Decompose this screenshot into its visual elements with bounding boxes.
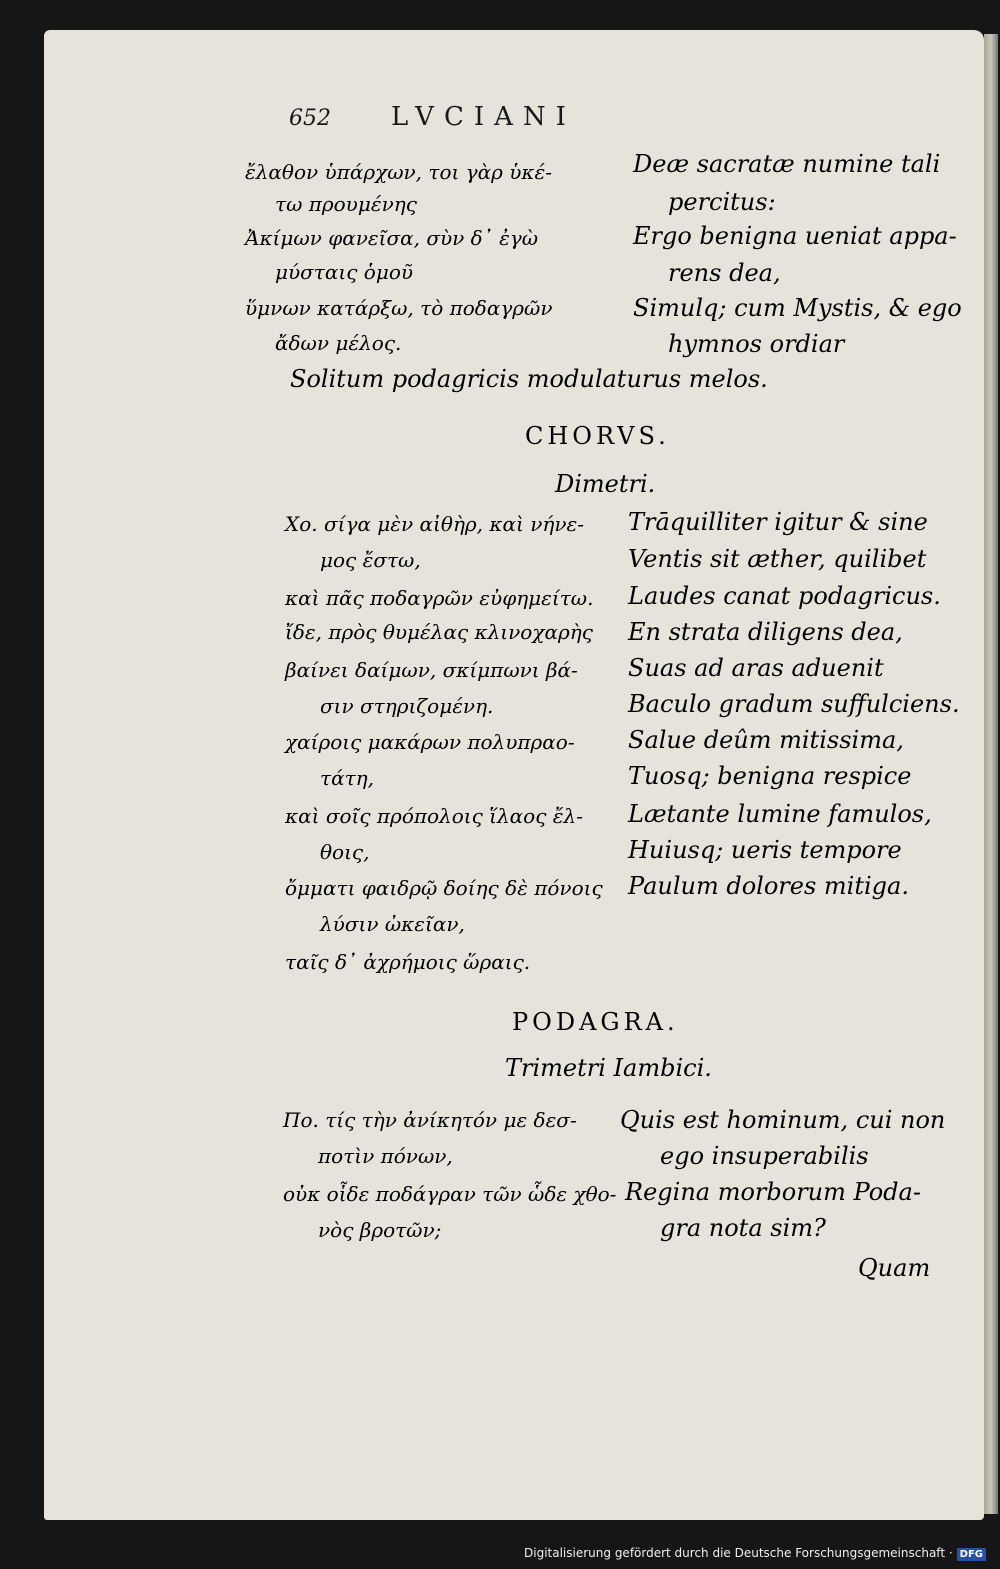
greek-line: ποτὶν πόνων, xyxy=(318,1144,453,1168)
latin-line: ego insuperabilis xyxy=(660,1142,869,1170)
greek-line: οὐκ οἶδε ποδάγραν τῶν ὧδε χθο- xyxy=(283,1182,617,1206)
greek-line: ἔλαθον ὑπάρχων, τοι γὰρ ὑκέ- xyxy=(245,160,553,184)
greek-line: χαίροις μακάρων πολυπραο- xyxy=(285,730,575,754)
greek-line: Πο. τίς τὴν ἀνίκητόν με δεσ- xyxy=(283,1108,577,1132)
latin-line: hymnos ordiar xyxy=(668,330,845,358)
latin-line: Salue deûm mitissima, xyxy=(628,726,904,754)
latin-line: Trāquilliter igitur & sine xyxy=(628,508,928,536)
page-edge xyxy=(984,34,998,1514)
latin-line: Laudes canat podagricus. xyxy=(628,582,941,610)
latin-line: En strata diligens dea, xyxy=(628,618,903,646)
credit-text: Digitalisierung gefördert durch die Deutsche Forschungsgemeinschaft · xyxy=(524,1546,953,1560)
greek-line: καὶ σοῖς πρόπολοις ἵλαος ἔλ- xyxy=(285,804,583,828)
digitization-credit xyxy=(524,1546,986,1561)
latin-line: Ergo benigna ueniat appa- xyxy=(633,222,957,250)
latin-line: Paulum dolores mitiga. xyxy=(628,872,909,900)
latin-line: gra nota sim? xyxy=(660,1214,826,1242)
greek-line: τω προυμένης xyxy=(275,192,417,216)
latin-line: rens dea, xyxy=(668,259,781,287)
greek-line: θοις, xyxy=(320,840,370,864)
greek-line: μύσταις ὁμοῦ xyxy=(275,260,414,284)
section-title-chorus: CHORVS. xyxy=(525,422,670,450)
greek-line: ταῖς δ᾽ ἀχρήμοις ὥραις. xyxy=(285,950,531,974)
latin-line: Baculo gradum suffulciens. xyxy=(628,690,960,718)
page-header xyxy=(289,102,576,132)
greek-line: βαίνει δαίμων, σκίμπωνι βά- xyxy=(285,658,578,682)
running-title: LVCIANI xyxy=(391,102,576,132)
greek-line: ἄδων μέλος. xyxy=(275,331,402,355)
latin-line: Regina morborum Poda- xyxy=(625,1178,921,1206)
meter-label: Dimetri. xyxy=(555,470,656,498)
latin-line: Deæ sacratæ numine tali xyxy=(633,150,941,178)
section-title-podagra: PODAGRA. xyxy=(512,1008,679,1036)
latin-line: Quis est hominum, cui non xyxy=(620,1106,946,1134)
greek-line: Ἀκίμων φανεῖσα, σὺν δ᾽ ἐγὼ xyxy=(245,226,539,250)
greek-line: τάτη, xyxy=(320,766,374,790)
greek-line: ὕμνων κατάρξω, τὸ ποδαγρῶν xyxy=(245,296,553,320)
latin-line: Huiusq; ueris tempore xyxy=(628,836,902,864)
latin-line: Tuosq; benigna respice xyxy=(628,762,912,790)
greek-line: νὸς βροτῶν; xyxy=(318,1218,442,1242)
catchword: Quam xyxy=(858,1254,931,1282)
greek-line: σιν στηριζομένη. xyxy=(320,694,494,718)
latin-line: Suas ad aras aduenit xyxy=(628,654,884,682)
greek-line: ἴδε, πρὸς θυμέλας κλινοχαρὴς xyxy=(285,620,593,644)
latin-line: percitus: xyxy=(668,188,776,216)
latin-line: Lætante lumine famulos, xyxy=(628,800,932,828)
meter-label: Trimetri Iambici. xyxy=(505,1054,712,1082)
greek-line: Χο. σίγα μὲν αἰθὴρ, καὶ νήνε- xyxy=(285,512,585,536)
closing-line: Solitum podagricis modulaturus melos. xyxy=(290,365,768,393)
greek-line: μος ἔστω, xyxy=(320,548,421,572)
page-number: 652 xyxy=(289,106,331,131)
greek-line: καὶ πᾶς ποδαγρῶν εὐφημείτω. xyxy=(285,586,594,610)
latin-line: Simulq; cum Mystis, & ego xyxy=(633,294,962,322)
dfg-logo: DFG xyxy=(957,1548,986,1561)
greek-line: λύσιν ὠκεῖαν, xyxy=(320,912,465,936)
greek-line: ὄμματι φαιδρῷ δοίης δὲ πόνοις xyxy=(285,876,603,900)
latin-line: Ventis sit æther, quilibet xyxy=(628,545,927,573)
